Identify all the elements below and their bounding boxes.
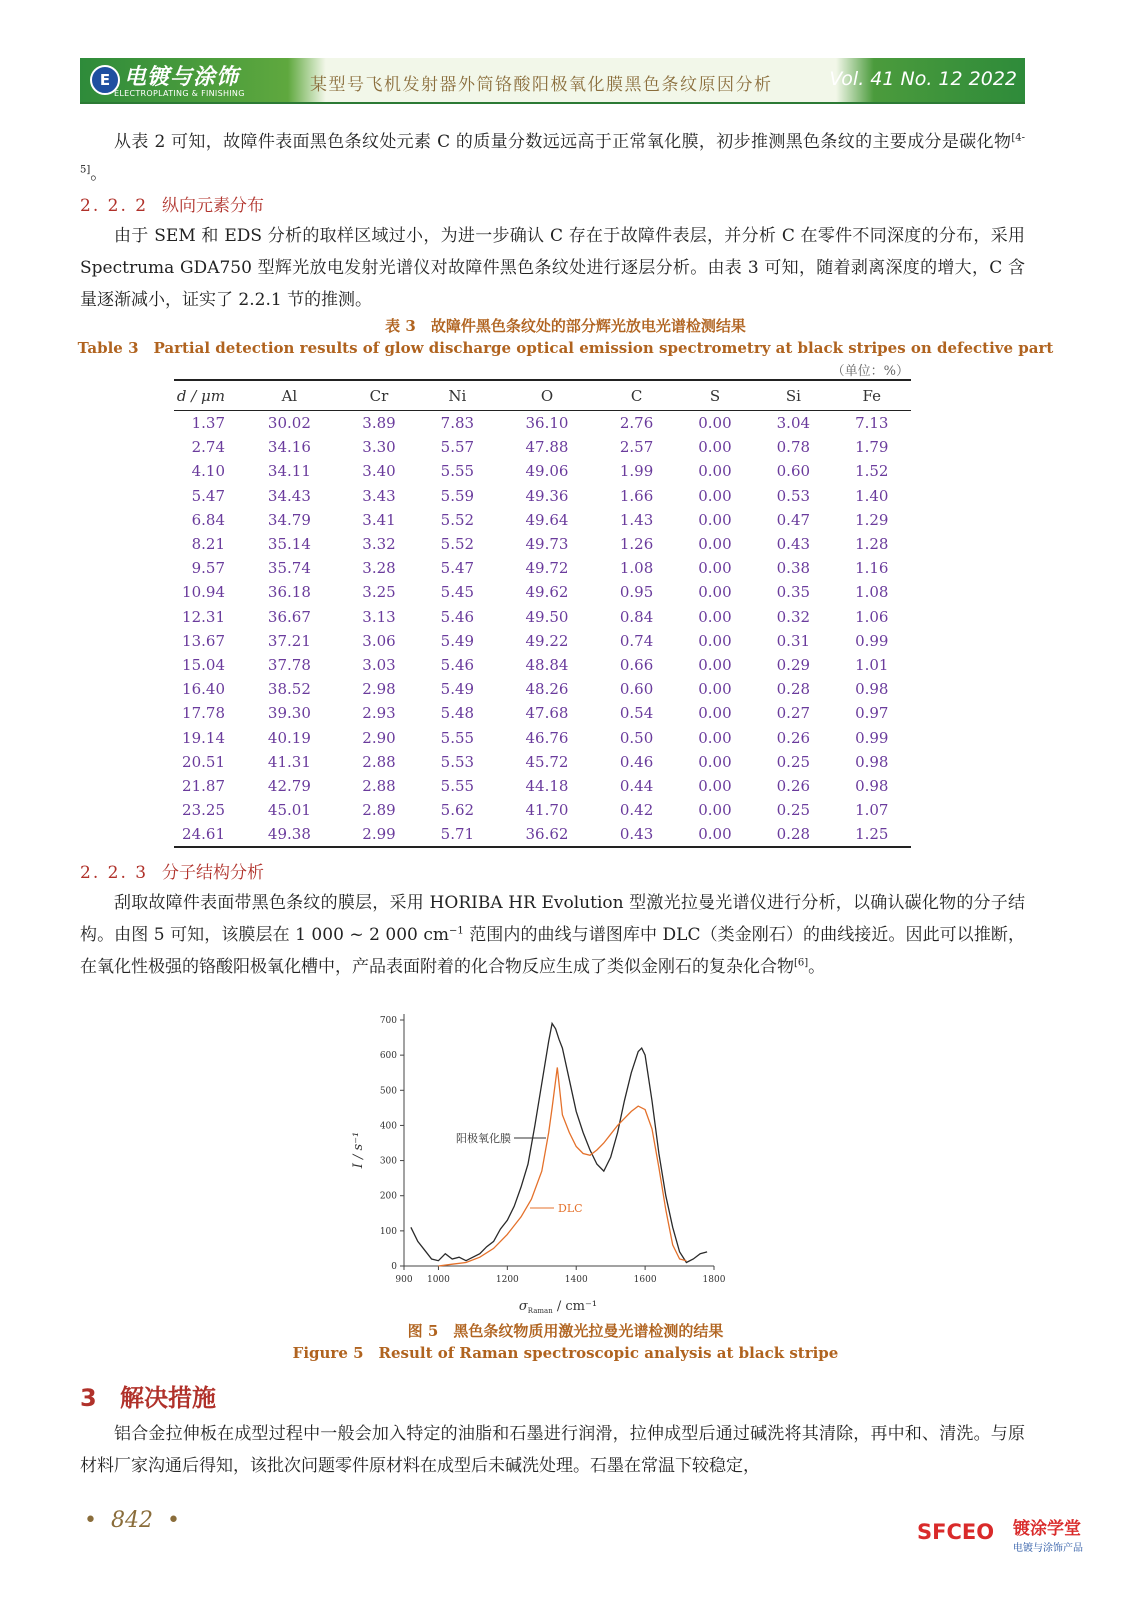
table-unit: （单位：%） [831,364,909,379]
table-row [174,484,911,508]
table-cell: 2.99 [340,822,418,847]
table-cell: 0.00 [698,752,732,771]
table-cell: 5.57 [440,438,475,457]
table-cell: 41.31 [267,752,311,771]
column-header-7: Si [754,380,832,411]
brand-cn: 镀涂学堂 [1013,1519,1081,1539]
table-row [174,532,911,556]
table-cell: 0.28 [754,822,832,847]
table-cell: 0.54 [619,704,654,723]
table-cell: 0.32 [776,607,811,626]
table-cell: 34.11 [267,462,311,481]
column-header-4: O [497,380,598,411]
table-cell: 8.21 [191,535,225,554]
table-cell: 5.49 [440,631,475,650]
table-cell: 0.43 [776,535,811,554]
table-cell: 0.26 [776,776,811,795]
table-row [174,701,911,725]
table-cell: 0.00 [698,655,732,674]
table-cell: 49.72 [525,559,569,578]
table-cell: 5.49 [440,680,475,699]
y-tick-label: 400 [379,1121,397,1132]
column-header-1: Al [239,380,340,411]
table-cell: 5.46 [440,607,475,626]
table-cell: 5.55 [440,728,475,747]
table-cell: 0.00 [698,462,732,481]
citation: [4-5] [80,132,1025,176]
table-row [174,435,911,459]
journal-name-en: ELECTROPLATING & FINISHING [114,89,245,98]
table-cell: 48.84 [525,655,569,674]
table-cell: 7.13 [855,414,889,433]
table-cell: 36.18 [267,583,311,602]
table-cell: 0.00 [698,801,732,820]
table-cell: 16.40 [182,680,225,699]
table-cell: 49.73 [525,535,569,554]
table-cell: 5.53 [440,752,475,771]
journal-header [80,58,1025,104]
column-header-5: C [597,380,675,411]
table-cell: 0.43 [597,822,675,847]
table-cell: 41.70 [525,801,569,820]
table-cell: 0.35 [776,583,811,602]
running-title: 某型号飞机发射器外筒铬酸阳极氧化膜黑色条纹原因分析 [310,75,773,95]
table-cell: 49.64 [525,510,569,529]
table-cell: 13.67 [182,631,225,650]
table-cell: 0.60 [776,462,811,481]
table-cell: 0.00 [698,607,732,626]
table-cell: 1.40 [855,486,889,505]
table-cell: 2.90 [362,728,396,747]
table-row [174,605,911,629]
table-row [174,508,911,532]
table-cell: 49.62 [525,583,569,602]
table-cell: 21.87 [182,776,225,795]
table-row [174,411,911,436]
table-cell: 44.18 [525,776,569,795]
table-cell: 0.95 [619,583,654,602]
table-cell: 7.83 [440,414,475,433]
table-cell: 2.93 [362,704,396,723]
section-heading-2-2-2: 2. 2. 2 纵向元素分布 [80,196,264,216]
table-cell: 3.13 [362,607,396,626]
table-cell: 0.46 [619,752,654,771]
table-cell: 49.36 [525,486,569,505]
table-cell: 0.00 [698,438,732,457]
table-cell: 0.97 [855,704,889,723]
table-cell: 3.89 [362,414,396,433]
table-cell: 34.16 [267,438,311,457]
y-axis-label: I / s⁻¹ [351,1131,366,1169]
table-cell: 0.50 [619,728,654,747]
annotation-anodic-film: 阳极氧化膜 [456,1132,511,1145]
column-header-8: Fe [833,380,911,411]
table-cell: 0.53 [776,486,811,505]
table-cell: 3.40 [362,462,396,481]
table-cell: 0.38 [776,559,811,578]
table-cell: 35.74 [267,559,311,578]
table-cell: 3.41 [362,510,396,529]
table-cell: 0.00 [698,631,732,650]
table-cell: 47.88 [525,438,569,457]
table-cell: 36.62 [497,822,598,847]
paragraph-1: 从表 2 可知，故障件表面黑色条纹处元素 C 的质量分数远远高于正常氧化膜，初步推测黑色条纹的主要成分是碳化物[4-5]。 [80,132,1025,184]
table-cell: 6.84 [191,510,225,529]
table-cell: 34.43 [267,486,311,505]
table-cell: 5.48 [440,704,475,723]
table-cell: 2.76 [619,414,654,433]
table-cell: 2.74 [191,438,225,457]
section-heading-2-2-3: 2. 2. 3 分子结构分析 [80,863,264,883]
table-cell: 1.08 [619,559,654,578]
data-table [174,379,911,848]
table-cell: 37.21 [267,631,311,650]
table-row [174,459,911,483]
table-cell: 5.62 [440,801,475,820]
table-row [174,774,911,798]
table-cell: 1.52 [855,462,889,481]
table-cell: 34.79 [267,510,311,529]
table-cell: 1.79 [855,438,889,457]
table-cell: 0.00 [698,583,732,602]
table-cell: 0.00 [698,776,732,795]
volume-issue: Vol. 41 No. 12 2022 [829,68,1017,90]
x-tick-label: 1800 [702,1275,726,1285]
table-cell: 3.32 [362,535,396,554]
table-cell: 49.22 [525,631,569,650]
table-row [174,653,911,677]
table-cell: 5.46 [440,655,475,674]
y-tick-label: 0 [391,1262,397,1272]
table-cell: 0.00 [698,414,732,433]
table-cell: 0.99 [855,728,889,747]
table-cell: 1.25 [833,822,911,847]
table-cell: 5.52 [440,535,475,554]
table-cell: 10.94 [182,583,225,602]
table-body [174,411,911,848]
journal-logo-icon: E [90,65,120,95]
table-cell: 2.89 [362,801,396,820]
table-cell: 15.04 [182,655,225,674]
column-header-2: Cr [340,380,418,411]
table-cell: 0.47 [776,510,811,529]
table-cell: 0.00 [698,510,732,529]
table-cell: 2.98 [362,680,396,699]
table-cell: 45.01 [267,801,311,820]
table-cell: 0.44 [619,776,654,795]
table-cell: 0.00 [698,680,732,699]
table-cell: 0.00 [698,535,732,554]
table-cell: 48.26 [525,680,569,699]
paragraph-4: 铝合金拉伸板在成型过程中一般会加入特定的油脂和石墨进行润滑，拉伸成型后通过碱洗将其清除，再中和、清洗。与原材料厂家沟通后得知，该批次问题零件原材料在成型后未碱洗处理。石墨在常温下较稳定， [80,1424,1025,1476]
table-cell: 1.01 [855,655,889,674]
paragraph-3: 刮取故障件表面带黑色条纹的膜层，采用 HORIBA HR Evolution 型激光拉曼光谱仪进行分析，以确认碳化物的分子结构。由图 5 可知，该膜层在 1 000 ~ 2 000 $cm^{-1}$ 范围内的曲线与谱图库中 DLC（类金刚石）的曲线接近。因此可以推断，在氧化性极强的铬酸阳极氧化槽中，产品表面附着的化合物反应生成了类似金刚石的复杂化合物[6]。 [80,893,1025,977]
table-cell: 2.57 [619,438,654,457]
table-cell: 0.29 [776,655,811,674]
table-cell: 49.06 [525,462,569,481]
table-cell: 1.08 [855,583,889,602]
table-cell: 42.79 [267,776,311,795]
table-cell: 1.26 [619,535,654,554]
table-cell: 0.84 [619,607,654,626]
y-tick-label: 200 [379,1191,397,1202]
table-cell: 5.47 [440,559,475,578]
x-tick-label: 1200 [495,1275,519,1285]
table-cell: 5.45 [440,583,475,602]
table-cell: 0.66 [619,655,654,674]
x-tick-label: 1400 [564,1275,588,1285]
brand-sub: 电镀与涂饰产品 [1013,1543,1083,1554]
table-cell: 0.98 [855,680,889,699]
table-cell: 35.14 [267,535,311,554]
table-cell: 0.74 [619,631,654,650]
table-cell: 0.00 [676,822,754,847]
table-cell: 5.47 [191,486,225,505]
table-cell: 12.31 [182,607,225,626]
table-cell: 0.31 [776,631,811,650]
table-row [174,725,911,749]
table-cell: 0.00 [698,486,732,505]
table-cell: 1.06 [855,607,889,626]
table-cell: 3.28 [362,559,396,578]
column-header-3: Ni [418,380,496,411]
table-cell: 3.25 [362,583,396,602]
table-cell: 45.72 [525,752,569,771]
x-tick-label: 1600 [633,1275,657,1285]
series-line-1 [438,1067,686,1266]
table-cell: 39.30 [267,704,311,723]
table-cell: 1.28 [855,535,889,554]
x-axis-label: $\sigma_{Raman} / cm^{-1}$ [518,1299,598,1315]
table-cell: 0.98 [855,776,889,795]
brand-latin: SFCEO [917,1520,995,1544]
table-cell: 36.67 [267,607,311,626]
table-row [174,629,911,653]
table-cell: 17.78 [182,704,225,723]
table-cell: 36.10 [525,414,569,433]
table-cell: 1.37 [191,414,225,433]
table-cell: 5.55 [440,462,475,481]
table-cell: 0.25 [776,752,811,771]
journal-name-cn: 电镀与涂饰 [124,64,240,90]
table-cell: 5.71 [418,822,496,847]
table-cell: 1.66 [619,486,654,505]
table-cell: 24.61 [174,822,239,847]
table-cell: 3.03 [362,655,396,674]
table-cell: 9.57 [191,559,225,578]
column-header-6: S [676,380,754,411]
table-row [174,750,911,774]
table-cell: 49.50 [525,607,569,626]
table-cell: 3.30 [362,438,396,457]
table-cell: 0.42 [619,801,654,820]
table-cell: 40.19 [267,728,311,747]
paragraph-2: 由于 SEM 和 EDS 分析的取样区域过小，为进一步确认 C 存在于故障件表层，并分析 C 在零件不同深度的分布，采用 Spectruma GDA750 型辉光放电发射光谱仪对故障件黑色条纹处进行逐层分析。由表 3 可知，随着剥离深度的增大，C 含量逐渐减小，证实了 2.2.1 节的推测。 [80,226,1026,310]
annotation-dlc: DLC [558,1202,583,1215]
raman-chart [0,1008,1131,1328]
table-cell: 0.60 [619,680,654,699]
table-cell: 0.26 [776,728,811,747]
column-header-0: d / μm [174,380,239,411]
table-cell: 0.99 [855,631,889,650]
table-cell: 0.00 [698,704,732,723]
figure-caption-en: Figure 5 Result of Raman spectroscopic analysis at black stripe [292,1344,839,1362]
table-cell: 20.51 [182,752,225,771]
table-cell: 1.16 [855,559,889,578]
table-header-row [174,380,911,411]
chart-axes [380,1014,726,1285]
table-cell: 0.78 [776,438,811,457]
y-tick-label: 600 [379,1051,397,1062]
table-cell: 2.88 [362,752,396,771]
x-tick-label: 900 [395,1275,413,1285]
table-cell: 47.68 [525,704,569,723]
citation: [6] [794,957,809,969]
y-tick-label: 500 [379,1086,397,1097]
table-cell: 0.27 [776,704,811,723]
y-tick-label: 300 [379,1156,397,1167]
figure-caption-cn: 图 5 黑色条纹物质用激光拉曼光谱检测的结果 [407,1322,724,1340]
table-cell: 3.04 [776,414,811,433]
table-cell: 30.02 [267,414,311,433]
table-cell: 19.14 [182,728,225,747]
x-tick-label: 1000 [426,1275,450,1285]
table-cell: 0.25 [776,801,811,820]
y-tick-label: 100 [379,1226,397,1237]
table-cell: 4.10 [191,462,225,481]
table-row [174,677,911,701]
table-cell: 49.38 [239,822,340,847]
table-cell: 1.07 [855,801,889,820]
table-cell: 38.52 [267,680,311,699]
table-row [174,822,911,847]
section-heading-3: 3 解决措施 [80,1384,216,1412]
table-cell: 23.25 [182,801,225,820]
table-cell: 1.99 [619,462,654,481]
table-cell: 1.43 [619,510,654,529]
table-row [174,580,911,604]
table-cell: 0.28 [776,680,811,699]
table-cell: 46.76 [525,728,569,747]
table-cell: 3.43 [362,486,396,505]
table-cell: 3.06 [362,631,396,650]
table-cell: 0.98 [855,752,889,771]
table-row [174,798,911,822]
table-caption-en: Table 3 Partial detection results of glow discharge optical emission spectrometry at black stripes on defective part [77,339,1054,357]
table-cell: 5.55 [440,776,475,795]
page-number: • 842 • [84,1508,180,1533]
table-row [174,556,911,580]
brand-logo [917,1512,1107,1560]
table-cell: 0.00 [698,728,732,747]
y-tick-label: 700 [379,1016,397,1026]
table-caption-cn: 表 3 故障件黑色条纹处的部分辉光放电光谱检测结果 [385,317,746,335]
table-cell: 5.52 [440,510,475,529]
table-cell: 37.78 [267,655,311,674]
table-cell: 0.00 [698,559,732,578]
table-cell: 2.88 [362,776,396,795]
table-cell: 1.29 [855,510,889,529]
table-cell: 5.59 [440,486,475,505]
